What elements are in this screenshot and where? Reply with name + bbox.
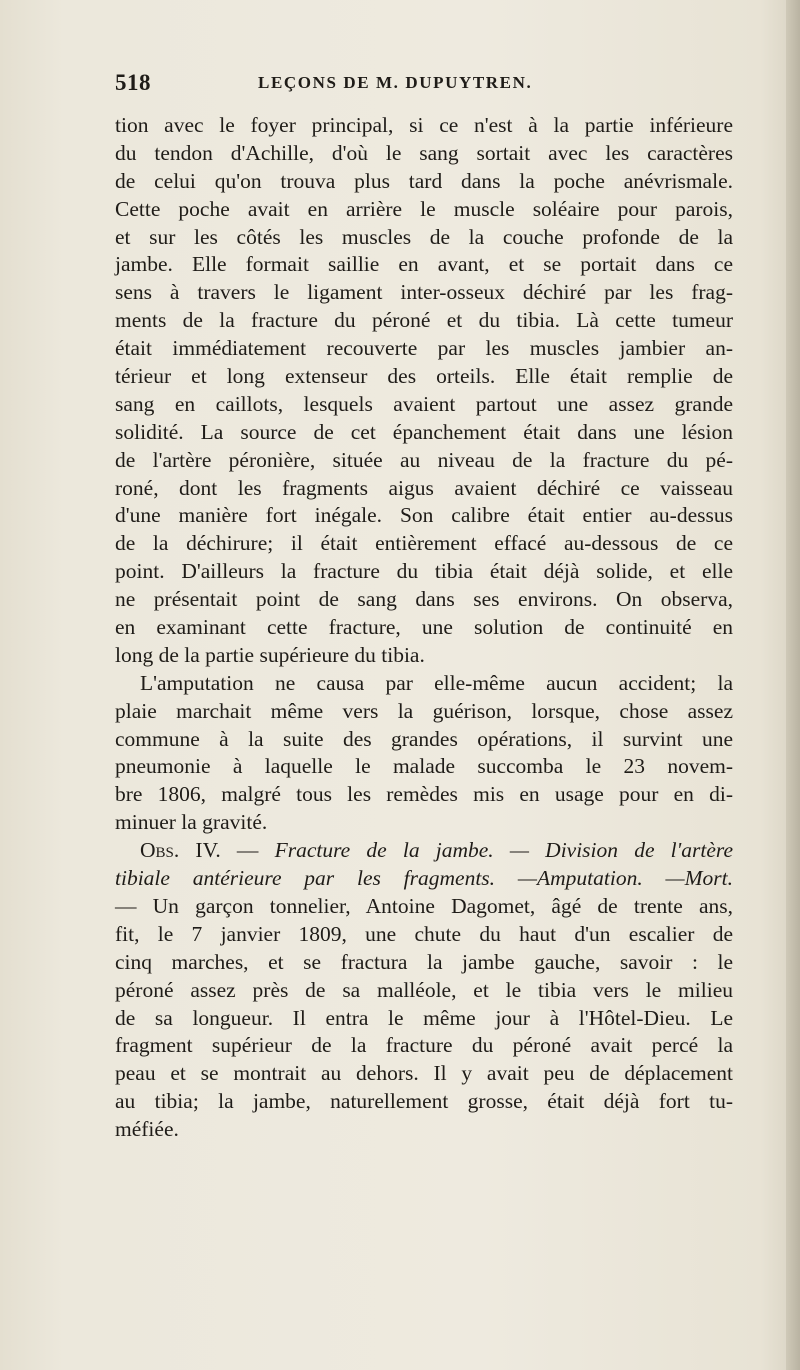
text-line: minuer la gravité. (115, 810, 268, 835)
running-title: LEÇONS DE M. DUPUYTREN. (258, 73, 533, 92)
text-line: de la déchirure; il était entièrement effacé au-dessous de ce (115, 531, 733, 556)
observation-title-part: tibiale antérieure par les fragments. (115, 866, 496, 891)
text-line: — Un garçon tonnelier, Antoine Dagomet, âgé de trente ans, (115, 893, 733, 918)
text-line: tion avec le foyer principal, si ce n'est à la partie inférieure (115, 113, 733, 137)
observation-heading-continued (115, 865, 733, 893)
page-number: 518 (115, 70, 151, 95)
text-line: solidité. La source de cet épanchement était dans une lésion (115, 419, 733, 444)
text-line: L'amputation ne causa par elle-même aucun accident; la (140, 670, 733, 695)
text-line: roné, dont les fragments aigus avaient déchiré ce vaisseau (115, 475, 733, 500)
text-line: ments de la fracture du péroné et du tibia. Là cette tumeur (115, 308, 733, 333)
observation-title-part: Fracture de la jambe. (274, 838, 494, 863)
text-line: bre 1806, malgré tous les remèdes mis en usage pour en di- (115, 782, 733, 807)
text-line: et sur les côtés les muscles de la couche profonde de la (115, 224, 733, 249)
page-edge (786, 0, 800, 1370)
observation-title-part: —Amputation. —Mort. (495, 866, 733, 891)
text-line: du tendon d'Achille, d'où le sang sortait avec les caractères (115, 140, 733, 165)
text-line: point. D'ailleurs la fracture du tibia était déjà solide, et elle (115, 559, 733, 584)
text-line: au tibia; la jambe, naturellement grosse, était déjà fort tu- (115, 1089, 733, 1114)
observation-dash: — (220, 838, 275, 863)
text-line: de sa longueur. Il entra le même jour à l'Hôtel-Dieu. Le (115, 1005, 733, 1030)
observation-label: Obs. IV. (140, 838, 221, 863)
text-line: ne présentait point de sang dans ses environs. On observa, (115, 587, 733, 612)
text-line: péroné assez près de sa malléole, et le tibia vers le milieu (115, 977, 733, 1002)
text-line: peau et se montrait au dehors. Il y avait peu de déplacement (115, 1061, 733, 1086)
text-line: plaie marchait même vers la guérison, lorsque, chose assez (115, 698, 733, 723)
text-line: jambe. Elle formait saillie en avant, et se portait dans ce (115, 252, 733, 277)
text-line: d'une manière fort inégale. Son calibre était entier au-dessus (115, 503, 733, 528)
text-line: était immédiatement recouverte par les muscles jambier an- (115, 336, 733, 361)
text-line: Cette poche avait en arrière le muscle soléaire pour parois, (115, 196, 733, 221)
text-line: de l'artère péronière, située au niveau de la fracture du pé- (115, 447, 733, 472)
text-line: cinq marches, et se fractura la jambe gauche, savoir : le (115, 949, 733, 974)
body-text (115, 112, 733, 1144)
observation-title-part: — Division de l'artère (493, 838, 733, 863)
text-line: fragment supérieur de la fracture du péroné avait percé la (115, 1033, 733, 1058)
page-header (115, 70, 735, 100)
text-line: long de la partie supérieure du tibia. (115, 642, 425, 667)
text-line: sens à travers le ligament inter-osseux déchiré par les frag- (115, 280, 733, 305)
text-line: fit, le 7 janvier 1809, une chute du haut d'un escalier de (115, 921, 733, 946)
observation-heading (115, 837, 733, 865)
text-line: pneumonie à laquelle le malade succomba le 23 novem- (115, 754, 733, 779)
text-line: de celui qu'on trouva plus tard dans la poche anévrismale. (115, 168, 733, 193)
text-line: térieur et long extenseur des orteils. Elle était remplie de (115, 364, 733, 389)
text-line: commune à la suite des grandes opérations, il survint une (115, 726, 733, 751)
text-line: sang en caillots, lesquels avaient partout une assez grande (115, 391, 733, 416)
text-line: en examinant cette fracture, une solution de continuité en (115, 615, 733, 640)
text-line: méfiée. (115, 1117, 179, 1142)
